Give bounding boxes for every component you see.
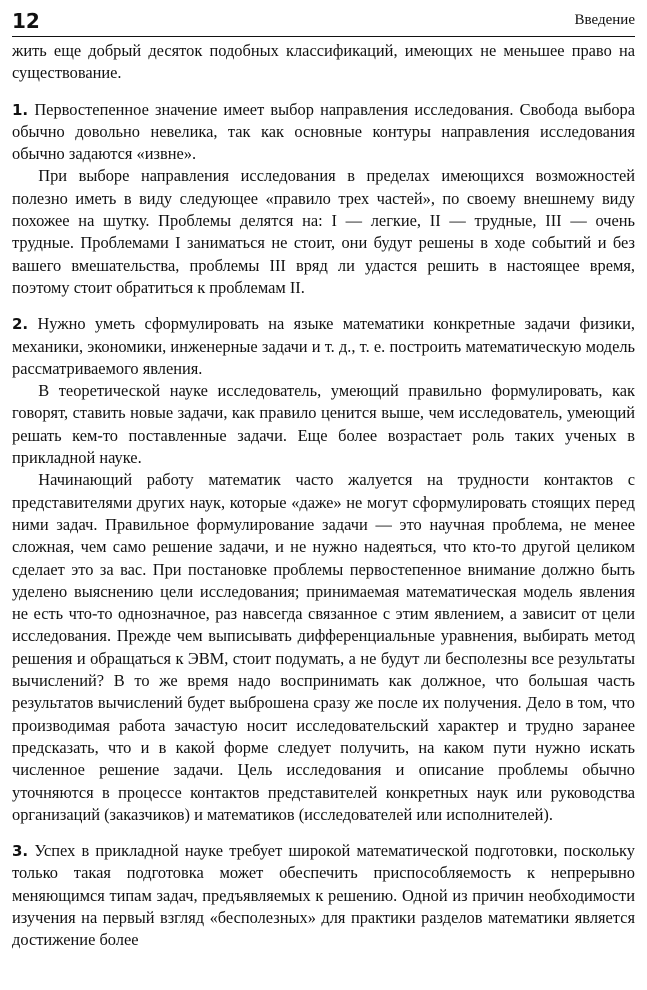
numbered-paragraph-2 (12, 313, 635, 380)
paragraph-text: Успех в прикладной науке требует широкой математической подготовки, поскольку только такая подготовка может обеспечить приспособляемость к непрерывно меняющимся типам задач, предъявляемых к решению. Одной из причин необходимости изучения на первый взгляд «бесполезных» для практики разделов математики является достижение более (12, 841, 635, 950)
paragraph-text: жить еще добрый десяток подобных классификаций, имеющих не меньшее право на существование. (12, 41, 635, 83)
page-body (12, 40, 635, 952)
running-title: Введение (574, 12, 635, 28)
paragraph-text: Первостепенное значение имеет выбор направления исследования. Свобода выбора обычно довольно невелика, так как основные контуры направления исследования обычно задаются «извне». (12, 99, 635, 164)
item-number: 1. (12, 100, 29, 119)
item-number: 2. (12, 315, 29, 334)
numbered-paragraph-1 (12, 99, 635, 166)
item-number: 3. (12, 842, 29, 861)
running-header (12, 9, 635, 33)
paragraph-text: Нужно уметь сформулировать на языке математики конкретные задачи физики, механики, экономики, инженерные задачи и т. д., т. е. построить математическую модель рассматриваемого явления. (12, 314, 635, 378)
paragraph-text: Начинающий работу математик часто жалуется на трудности контактов с представителями других наук, которые «даже» не могут сформулировать стоящих перед ними задач. Правильное формулирование задачи — это научная проблема, не менее сложная, чем само решение задачи, и не нужно надеяться, что кто-то другой целиком сделает это за вас. При постановке проблемы первостепенное внимание должно быть уделено выяснению цели исследования; принимаемая математическая модель явления не есть что-то однозначное, раз навсегда связанное с этим явлением, а зависит от цели исследования. Прежде чем выписывать дифференциальные уравнения, выбирать метод решения и обращаться к ЭВМ, стоит подумать, а не будут ли бесполезны все результаты вычислений? В то же время надо воспринимать как должное, что большая часть результатов вычислений будет выброшена сразу же после их получения. Дело в том, что производимая работа зачастую носит исследовательский характер и трудно заранее предсказать, что и в какой форме следует получить, на каком пути нужно искать численное решение задачи. Цель исследования и описание проблемы обычно уточняются в процессе контактов представителей конкретных наук или руководства организаций (заказчиков) и математиков (исследователей или исполнителей). (12, 470, 635, 824)
page-number: 12 (12, 9, 40, 33)
paragraph (12, 380, 635, 469)
header-rule (12, 36, 635, 37)
paragraph-continuation (12, 40, 635, 85)
paragraph-text: При выборе направления исследования в пределах имеющихся возможностей полезно иметь в виду следующее «правило трех частей», по своему внешнему виду похожее на шутку. Проблемы делятся на: I — легкие, II — трудные, III — очень трудные. Проблемами I заниматься не стоит, они будут решены в ходе событий и без вашего вмешательства, проблемы III вряд ли удастся решить в настоящее время, поэтому стоит обратиться к проблемам II. (12, 166, 635, 297)
paragraph-text: В теоретической науке исследователь, умеющий правильно формулировать, как говорят, ставить новые задачи, как правило ценится выше, чем исследователь, умеющий решать кем-то поставленные задачи. Еще более возрастает роль таких ученых в прикладной науке. (12, 381, 635, 468)
paragraph (12, 469, 635, 826)
paragraph (12, 165, 635, 299)
numbered-paragraph-3 (12, 840, 635, 951)
